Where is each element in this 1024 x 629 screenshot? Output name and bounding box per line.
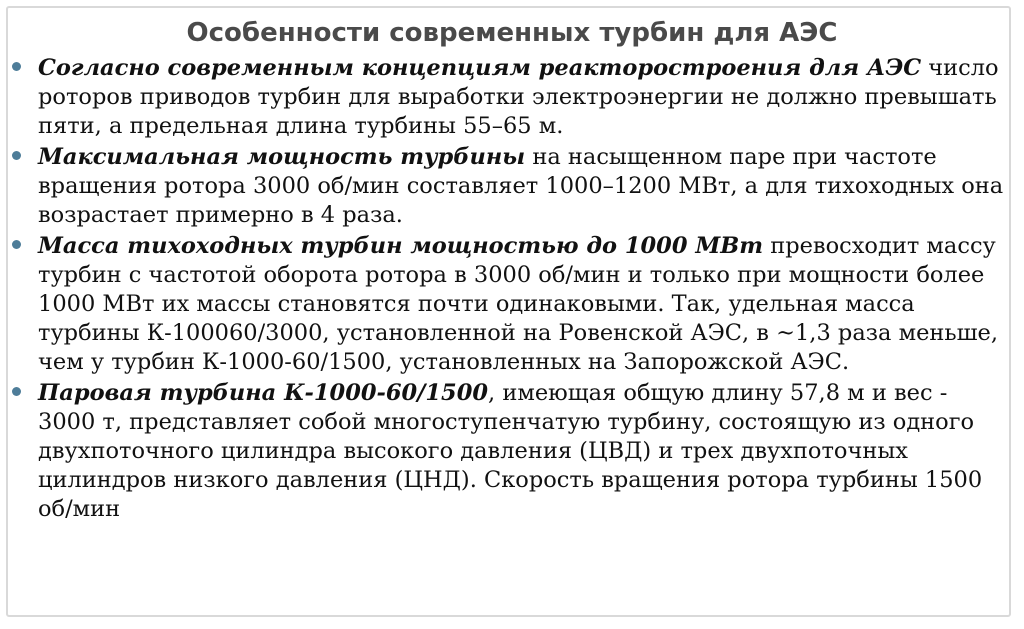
bullet-lead: Паровая турбина К-1000-60/1500 xyxy=(38,380,489,406)
bullet-lead: Максимальная мощность турбины xyxy=(38,144,526,170)
bullet-item xyxy=(0,54,1024,141)
bullet-lead: Согласно современным концепциям реакторостроения для АЭС xyxy=(38,55,922,81)
bullet-item xyxy=(0,379,1024,524)
bullet-dot-icon xyxy=(12,240,21,249)
bullet-dot-icon xyxy=(12,387,21,396)
bullet-text: число роторов приводов турбин для выработки электроэнергии не должно превышать пяти, а предельная длина турбины 55–65 м. xyxy=(38,55,999,139)
bullet-list xyxy=(0,54,1024,526)
bullet-text: превосходит массу турбин с частотой оборота ротора в 3000 об/мин и только при мощности более 1000 МВт их массы становятся почти одинаковыми. Так, удельная масса турбины К-100060/3000, установленной на Ровенской АЭС, в ~1,3 раза меньше, чем у турбин К-1000-60/1500, установленных на Запорожской АЭС. xyxy=(38,233,999,375)
bullet-text: на насыщенном паре при частоте вращения ротора 3000 об/мин составляет 1000–1200 МВт, а для тихоходных она возрастает примерно в 4 раза. xyxy=(38,144,1004,228)
bullet-text: , имеющая общую длину 57,8 м и вес - 3000 т, представляет собой многоступенчатую турбину, состоящую из одного двухпоточного цилиндра высокого давления (ЦВД) и трех двухпоточных цилиндров низкого давления (ЦНД). Скорость вращения ротора турбины 1500 об/мин xyxy=(38,380,983,522)
bullet-dot-icon xyxy=(12,151,21,160)
slide-title: Особенности современных турбин для АЭС xyxy=(186,18,838,48)
bullet-item xyxy=(0,143,1024,230)
bullet-lead: Масса тихоходных турбин мощностью до 1000 МВт xyxy=(38,233,764,259)
bullet-item xyxy=(0,232,1024,377)
bullet-dot-icon xyxy=(12,62,21,71)
